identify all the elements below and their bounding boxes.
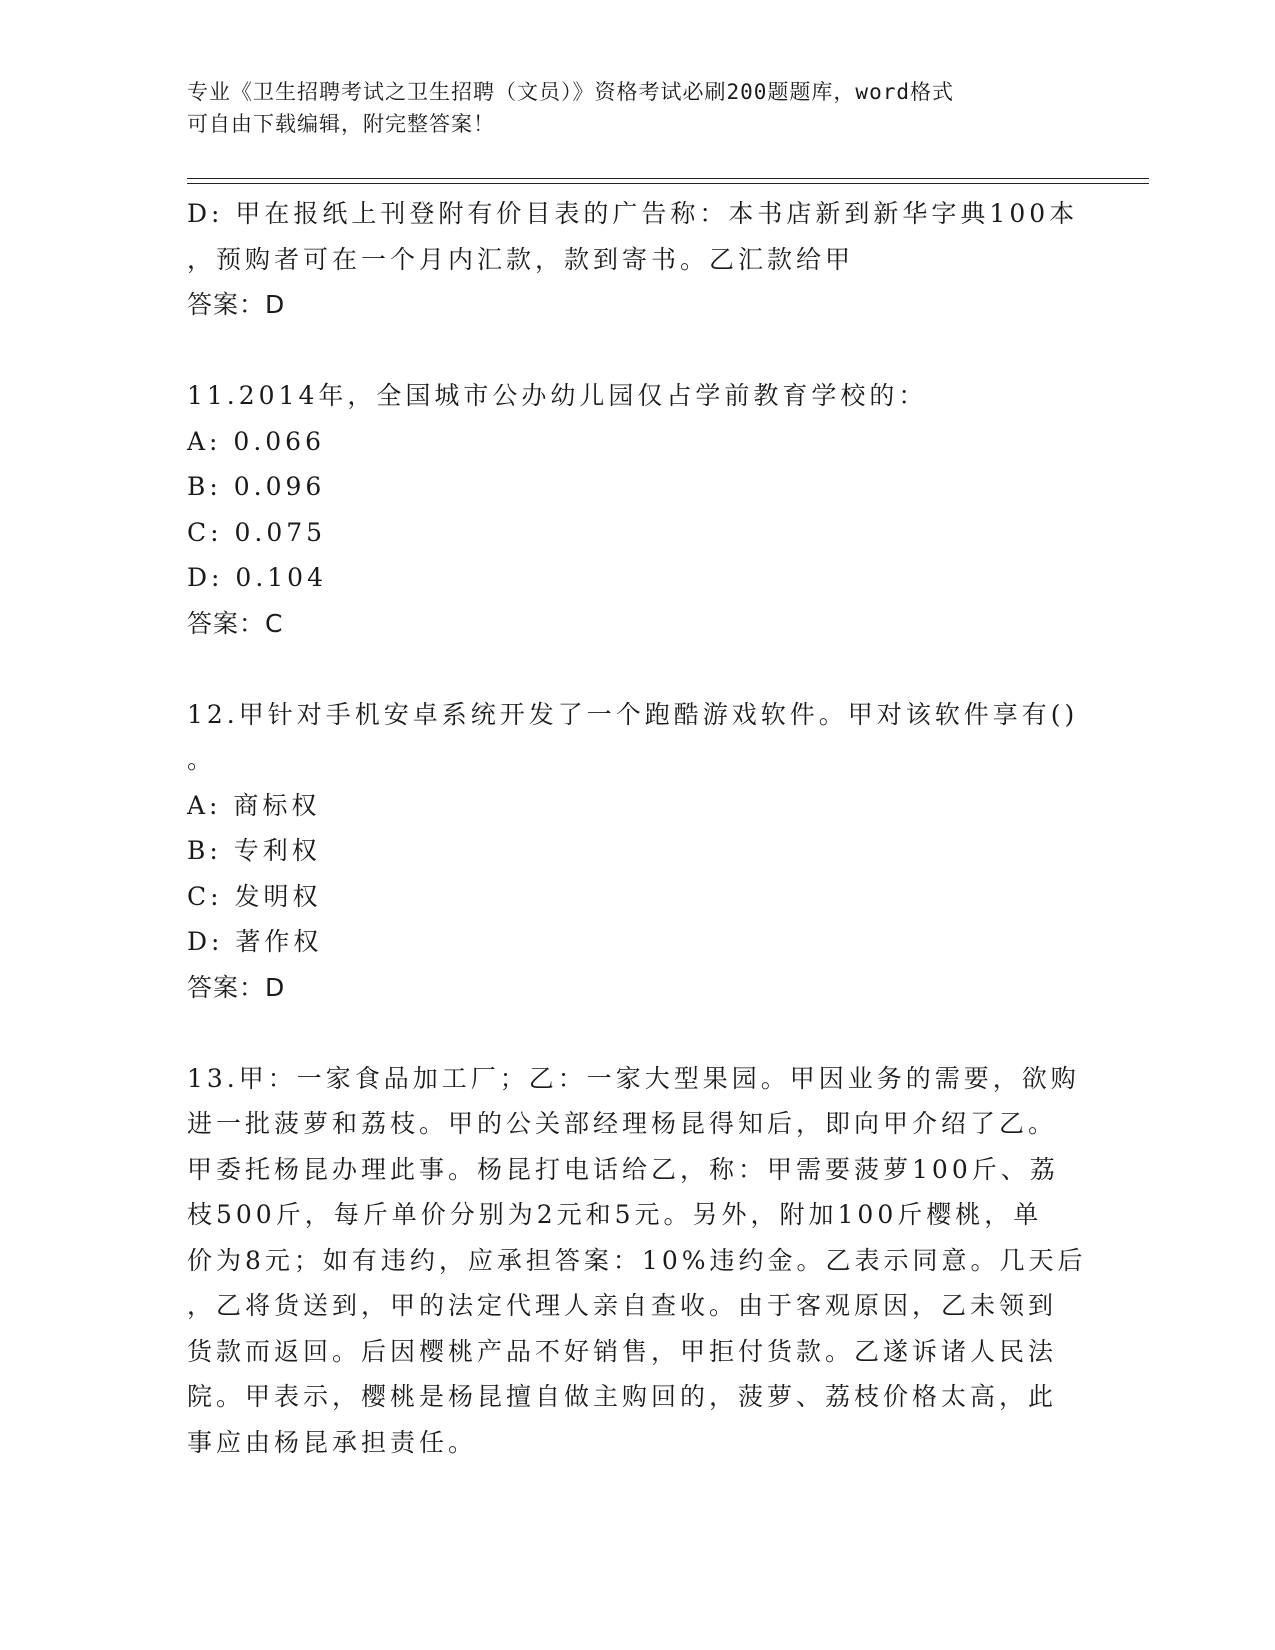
question-11-block [187, 373, 1087, 646]
question-13-block [187, 1056, 1087, 1466]
q13-line: 进一批菠萝和荔枝。甲的公关部经理杨昆得知后，即向甲介绍了乙。 [187, 1109, 1058, 1138]
q10-answer: 答案：D [187, 290, 286, 319]
q11-option-a: A: 0.066 [187, 426, 325, 456]
q10-option-d-line-2: ，预购者可在一个月内汇款，款到寄书。乙汇款给甲 [187, 244, 855, 274]
q12-option-d: D: 著作权 [187, 927, 323, 956]
header-line-1: 专业《卫生招聘考试之卫生招聘（文员）》资格考试必刷200题题库，word格式 [187, 80, 954, 104]
question-12-block [187, 692, 1087, 1011]
q13-line: ，乙将货送到，甲的法定代理人亲自查收。由于客观原因，乙未领到 [187, 1291, 1058, 1320]
q12-answer: 答案：D [187, 972, 286, 1002]
q10-option-d-line-1: D: 甲在报纸上刊登附有价目表的广告称：本书店新到新华字典100本 [187, 199, 1079, 228]
spacer [187, 1010, 1087, 1056]
q11-option-d: D: 0.104 [187, 563, 327, 592]
q11-option-c: C: 0.075 [187, 517, 327, 547]
document-header [187, 76, 1067, 140]
q12-option-c: C: 发明权 [187, 881, 322, 911]
header-line-2: 可自由下载编辑，附完整答案！ [187, 112, 495, 136]
header-divider-top [187, 178, 1149, 179]
q12-question-line-1: 12.甲针对手机安卓系统开发了一个跑酷游戏软件。甲对该软件享有() [187, 699, 1079, 729]
q13-line: 事应由杨昆承担责任。 [187, 1427, 478, 1457]
q11-answer: 答案：C [187, 608, 284, 638]
q13-line: 枝500斤，每斤单价分别为2元和5元。另外，附加100斤樱桃，单 [187, 1200, 1043, 1229]
question-10-block [187, 191, 1087, 328]
q12-option-a: A: 商标权 [187, 790, 321, 820]
q12-question-line-2: 。 [187, 745, 217, 774]
q13-line: 价为8元；如有违约，应承担答案：10%违约金。乙表示同意。几天后 [187, 1245, 1087, 1275]
question-content [187, 191, 1087, 1465]
q13-line: 13.甲：一家食品加工厂；乙：一家大型果园。甲因业务的需要，欲购 [187, 1063, 1080, 1093]
spacer [187, 646, 1087, 692]
header-divider-bottom [187, 183, 1149, 184]
spacer [187, 328, 1087, 374]
q13-line: 院。甲表示，樱桃是杨昆擅自做主购回的，菠萝、荔枝价格太高，此 [187, 1382, 1058, 1411]
q11-question: 11.2014年，全国城市公办幼儿园仅占学前教育学校的： [187, 381, 928, 410]
q13-line: 货款而返回。后因樱桃产品不好销售，甲拒付货款。乙遂诉诸人民法 [187, 1336, 1058, 1366]
q12-option-b: B: 专利权 [187, 836, 321, 865]
q13-line: 甲委托杨昆办理此事。杨昆打电话给乙，称：甲需要菠萝100斤、荔 [187, 1154, 1059, 1184]
q11-option-b: B: 0.096 [187, 472, 326, 501]
